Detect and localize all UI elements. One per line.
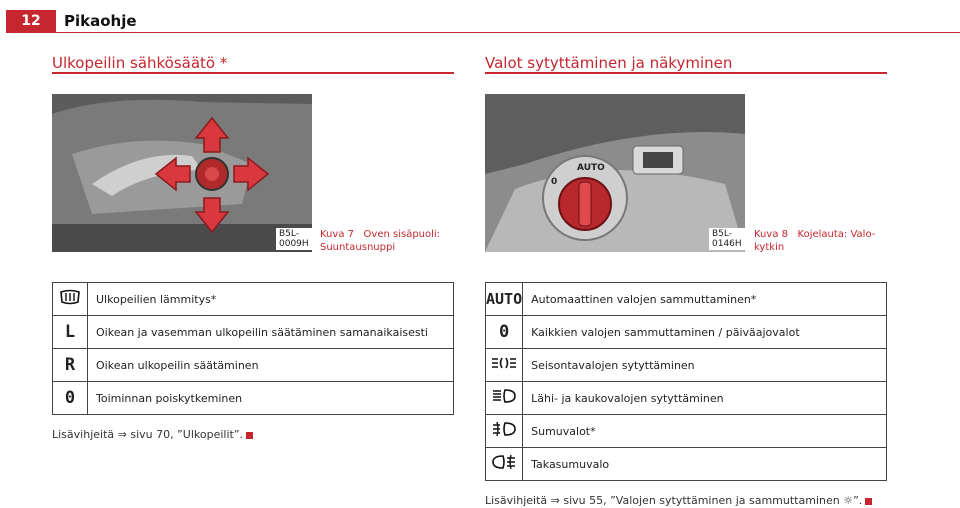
page-title: Pikaohje <box>64 12 137 30</box>
switch-auto-label: AUTO <box>577 163 605 173</box>
dashboard-photo <box>485 94 745 252</box>
section-divider-lights <box>485 72 887 74</box>
table-row <box>486 415 887 448</box>
figure-caption: Kuva 7 Oven sisäpuoli: Suuntausnuppi <box>320 229 441 253</box>
end-marker-icon <box>865 498 872 505</box>
zero-symbol: 0 <box>486 316 523 349</box>
heated-mirror-icon <box>53 283 88 316</box>
legend-text: Lähi- ja kaukovalojen sytyttäminen <box>523 382 887 415</box>
headlight-icon <box>486 382 523 415</box>
table-row <box>486 316 887 349</box>
figure-caption: Kuva 8 Kojelauta: Valo- kytkin <box>754 229 876 253</box>
letter-l-symbol: L <box>53 316 88 349</box>
table-row <box>486 382 887 415</box>
legend-text: Sumuvalot* <box>523 415 887 448</box>
end-marker-icon <box>246 432 253 439</box>
mirror-legend-table <box>52 282 454 415</box>
table-row <box>53 349 454 382</box>
legend-text: Automaattinen valojen sammuttaminen* <box>523 283 887 316</box>
table-row <box>53 382 454 415</box>
legend-text: Kaikkien valojen sammuttaminen / päiväajovalot <box>523 316 887 349</box>
table-row <box>53 283 454 316</box>
front-fog-icon <box>486 415 523 448</box>
zero-symbol: 0 <box>53 382 88 415</box>
table-row <box>486 283 887 316</box>
door-photo <box>52 94 312 252</box>
photo-code: B5L-0146H <box>709 228 745 250</box>
section-title-lights: Valot sytyttäminen ja näkyminen <box>485 54 733 72</box>
lights-note: Lisävihjeitä ⇒ sivu 55, ”Valojen sytyttäminen ja sammuttaminen ☼”. <box>485 494 872 507</box>
auto-symbol: AUTO <box>486 283 523 316</box>
legend-text: Seisontavalojen sytyttäminen <box>523 349 887 382</box>
switch-zero-label: 0 <box>551 177 558 187</box>
letter-r-symbol: R <box>53 349 88 382</box>
legend-text: Oikean ulkopeilin säätäminen <box>88 349 454 382</box>
legend-text: Oikean ja vasemman ulkopeilin säätäminen samanaikaisesti <box>88 316 454 349</box>
page-number: 12 <box>6 10 56 32</box>
table-row <box>486 448 887 481</box>
parking-light-icon <box>486 349 523 382</box>
mirror-note: Lisävihjeitä ⇒ sivu 70, ”Ulkopeilit”. <box>52 428 253 441</box>
legend-text: Ulkopeilien lämmitys* <box>88 283 454 316</box>
legend-text: Toiminnan poiskytkeminen <box>88 382 454 415</box>
header-divider <box>6 32 960 33</box>
photo-code: B5L-0009H <box>276 228 312 250</box>
section-title-mirror: Ulkopeilin sähkösäätö * <box>52 54 228 72</box>
section-divider-mirror <box>52 72 454 74</box>
rear-fog-icon <box>486 448 523 481</box>
lights-legend-table <box>485 282 887 481</box>
table-row <box>486 349 887 382</box>
table-row <box>53 316 454 349</box>
legend-text: Takasumuvalo <box>523 448 887 481</box>
